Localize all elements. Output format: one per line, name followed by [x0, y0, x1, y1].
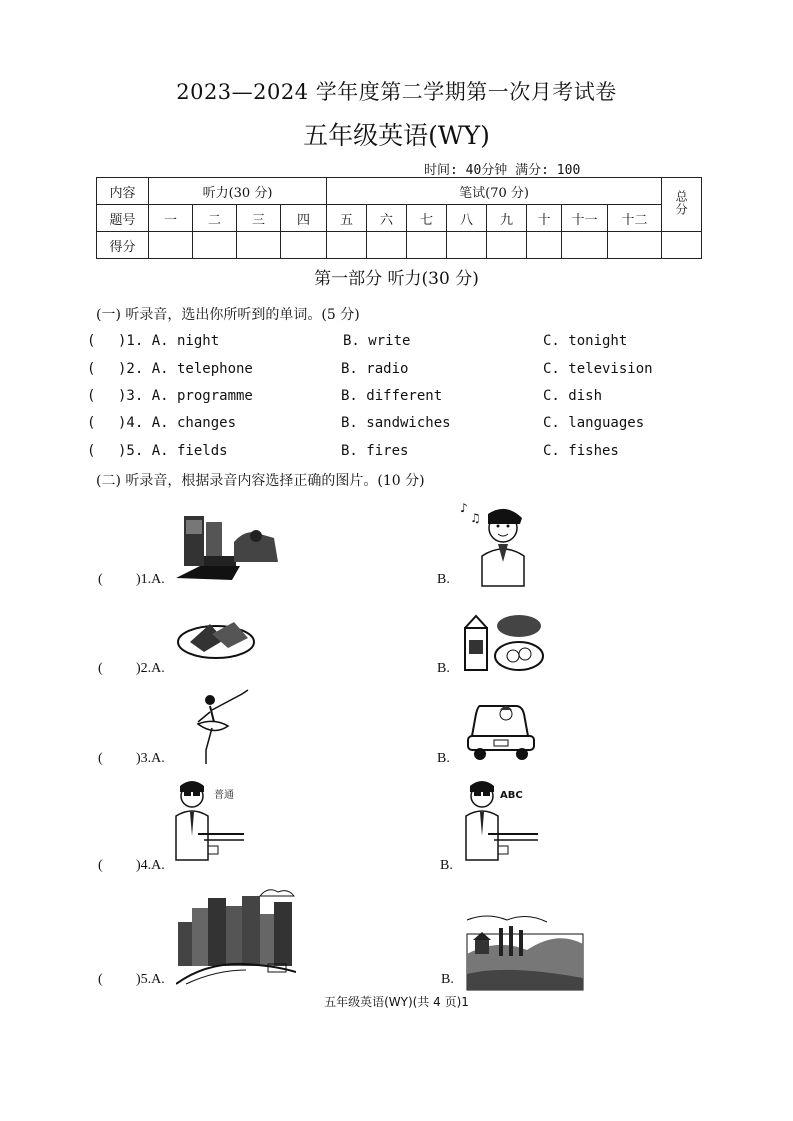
svg-text:♫: ♫ [470, 511, 481, 525]
q5-option-b[interactable]: B. fires [341, 443, 409, 459]
time-info: 时间: 40分钟 满分: 100 [424, 163, 581, 178]
q2-option-a[interactable]: )2. A. telephone [118, 361, 253, 377]
living-room-tv-picture[interactable] [176, 512, 282, 584]
q4-option-a[interactable]: )4. A. changes [118, 415, 237, 431]
q1-option-a[interactable]: )1. A. night [118, 333, 220, 349]
milk-and-eggs-picture[interactable] [463, 612, 547, 674]
score-cell[interactable] [608, 232, 662, 259]
item1-a-label[interactable]: )1.A. [136, 572, 165, 587]
answer-blank[interactable]: ( [87, 388, 96, 404]
q-num-10: 十 [527, 205, 562, 232]
score-cell[interactable] [237, 232, 281, 259]
section-two-heading: (二) 听录音，根据录音内容选择正确的图片。(10 分) [96, 473, 425, 489]
q-num-3: 三 [237, 205, 281, 232]
answer-blank[interactable]: ( [87, 443, 96, 459]
abc-board-text: ABC [500, 790, 523, 801]
q-num-7: 七 [407, 205, 447, 232]
answer-blank[interactable]: ( [87, 361, 96, 377]
page-footer: 五年级英语(WY)(共 4 页)1 [324, 995, 469, 1009]
q3-option-a[interactable]: )3. A. programme [118, 388, 253, 404]
teacher-abc-picture[interactable] [464, 776, 540, 862]
q-num-11: 十一 [562, 205, 608, 232]
chinese-board-text: 普通 [214, 790, 234, 801]
singing-boy-picture[interactable] [458, 498, 528, 588]
part-one-title: 第一部分 听力(30 分) [314, 269, 479, 289]
item2-a-label[interactable]: )2.A. [136, 661, 165, 676]
q-num-4: 四 [281, 205, 327, 232]
row-label-score: 得分 [97, 232, 149, 259]
countryside-picture[interactable] [465, 914, 585, 992]
q1-option-c[interactable]: C. tonight [543, 333, 628, 349]
total-score-cell[interactable] [662, 232, 702, 259]
q-num-8: 八 [447, 205, 487, 232]
q-num-12: 十二 [608, 205, 662, 232]
score-cell[interactable] [562, 232, 608, 259]
score-cell[interactable] [447, 232, 487, 259]
q-num-1: 一 [149, 205, 193, 232]
q-num-2: 二 [193, 205, 237, 232]
listening-header: 听力(30 分) [149, 178, 327, 205]
item4-b-label[interactable]: B. [440, 858, 453, 873]
score-cell[interactable] [149, 232, 193, 259]
q-num-6: 六 [367, 205, 407, 232]
item5-a-label[interactable]: )5.A. [136, 972, 165, 987]
item3-a-label[interactable]: )3.A. [136, 751, 165, 766]
total-header: 总分 [662, 178, 702, 232]
exam-subtitle: 五年级英语(WY) [303, 121, 490, 150]
item2-b-label[interactable]: B. [437, 661, 450, 676]
q3-option-c[interactable]: C. dish [543, 388, 603, 404]
score-cell[interactable] [327, 232, 367, 259]
row-label-number: 题号 [97, 205, 149, 232]
item4-a-label[interactable]: )4.A. [136, 858, 165, 873]
sandwich-plate-picture[interactable] [176, 612, 256, 662]
item3-b-label[interactable]: B. [437, 751, 450, 766]
answer-blank[interactable]: ( [98, 661, 103, 676]
score-cell[interactable] [367, 232, 407, 259]
section-one-heading: (一) 听录音，选出你所听到的单词。(5 分) [96, 307, 360, 323]
ballet-dancer-picture[interactable] [188, 688, 250, 766]
svg-text:♪: ♪ [460, 501, 468, 515]
score-cell[interactable] [487, 232, 527, 259]
answer-blank[interactable]: ( [98, 572, 103, 587]
score-cell[interactable] [193, 232, 237, 259]
q5-option-c[interactable]: C. fishes [543, 443, 619, 459]
q-num-9: 九 [487, 205, 527, 232]
q2-option-c[interactable]: C. television [543, 361, 653, 377]
score-cell[interactable] [407, 232, 447, 259]
item5-b-label[interactable]: B. [441, 972, 454, 987]
score-cell[interactable] [527, 232, 562, 259]
q4-option-c[interactable]: C. languages [543, 415, 645, 431]
answer-blank[interactable]: ( [98, 858, 103, 873]
q2-option-b[interactable]: B. radio [341, 361, 409, 377]
item1-b-label[interactable]: B. [437, 572, 450, 587]
teacher-chinese-picture[interactable] [174, 776, 246, 862]
score-cell[interactable] [281, 232, 327, 259]
q-num-5: 五 [327, 205, 367, 232]
row-label-content: 内容 [97, 178, 149, 205]
answer-blank[interactable]: ( [87, 333, 96, 349]
answer-blank[interactable]: ( [98, 751, 103, 766]
girl-driving-car-picture[interactable] [466, 696, 536, 764]
exam-title: 2023—2024 学年度第二学期第一次月考试卷 [176, 80, 617, 104]
answer-blank[interactable]: ( [98, 972, 103, 987]
q1-option-b[interactable]: B. write [343, 333, 411, 349]
answer-blank[interactable]: ( [87, 415, 96, 431]
q3-option-b[interactable]: B. different [341, 388, 443, 404]
q5-option-a[interactable]: )5. A. fields [118, 443, 228, 459]
written-header: 笔试(70 分) [327, 178, 662, 205]
score-table [96, 177, 702, 259]
city-buildings-picture[interactable] [176, 886, 296, 986]
q4-option-b[interactable]: B. sandwiches [341, 415, 451, 431]
